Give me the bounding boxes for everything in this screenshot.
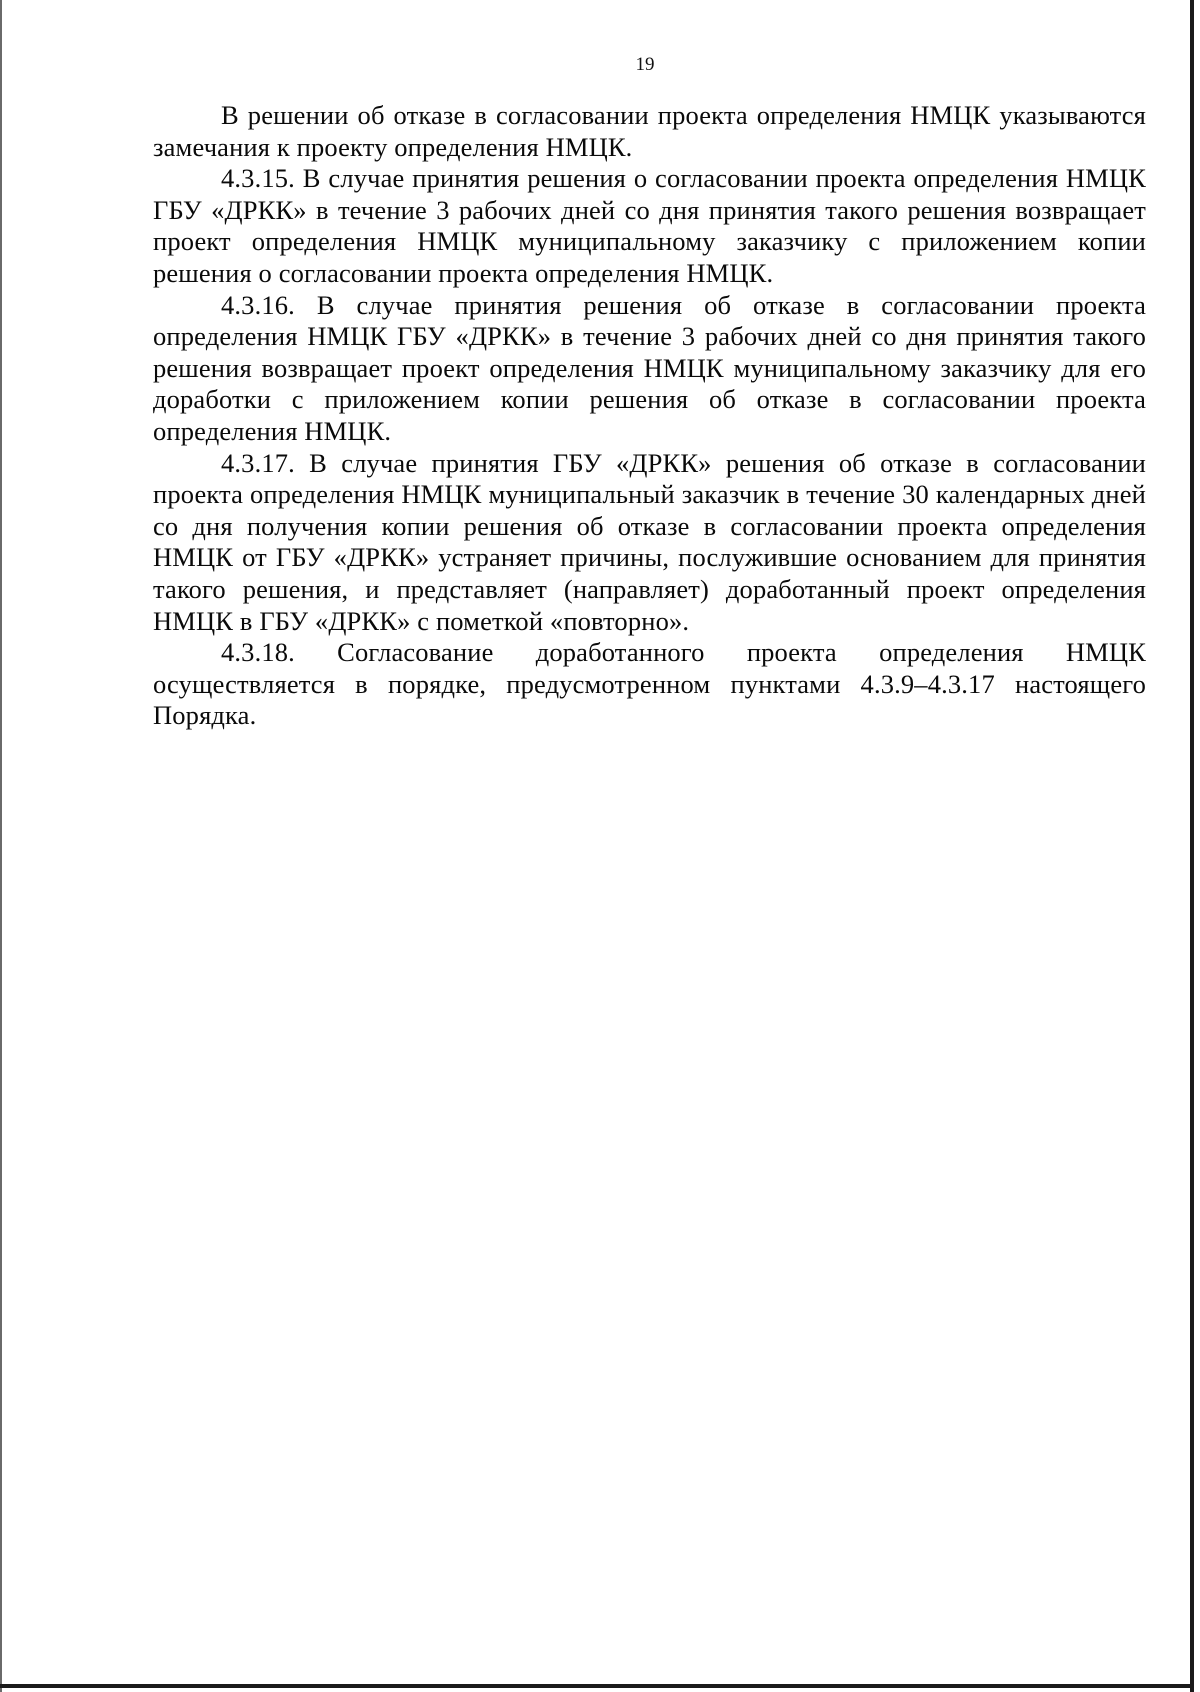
scan-edge-right: [1190, 0, 1194, 1692]
paragraph-refusal-remarks: В решении об отказе в согласовании проекта определения НМЦК указываются замечания к проекту определения НМЦК.: [153, 100, 1146, 162]
scan-edge-left: [0, 0, 2, 1692]
scan-edge-bottom: [0, 1684, 1194, 1688]
paragraph-4-3-18: 4.3.18. Согласование доработанного проекта определения НМЦК осуществляется в порядке, предусмотренном пунктами 4.3.9–4.3.17 настоящего Порядка.: [153, 637, 1146, 731]
paragraph-4-3-17: 4.3.17. В случае принятия ГБУ «ДРКК» решения об отказе в согласовании проекта определения НМЦК муниципальный заказчик в течение 30 календарных дней со дня получения копии решения об отказе в согласовании проекта определения НМЦК от ГБУ «ДРКК» устраняет причины, послужившие основанием для принятия такого решения, и представляет (направляет) доработанный проект определения НМЦК в ГБУ «ДРКК» с пометкой «повторно».: [153, 447, 1146, 636]
page-number: 19: [635, 54, 655, 75]
paragraph-4-3-16: 4.3.16. В случае принятия решения об отказе в согласовании проекта определения НМЦК ГБУ «ДРКК» в течение 3 рабочих дней со дня принятия такого решения возвращает проект определения НМЦК муниципальному заказчику для его доработки с приложением копии решения об отказе в согласовании проекта определения НМЦК.: [153, 289, 1146, 446]
document-body: [153, 100, 1146, 732]
paragraph-4-3-15: 4.3.15. В случае принятия решения о согласовании проекта определения НМЦК ГБУ «ДРКК» в течение 3 рабочих дней со дня принятия такого решения возвращает проект определения НМЦК муниципальному заказчику с приложением копии решения о согласовании проекта определения НМЦК.: [153, 163, 1146, 288]
